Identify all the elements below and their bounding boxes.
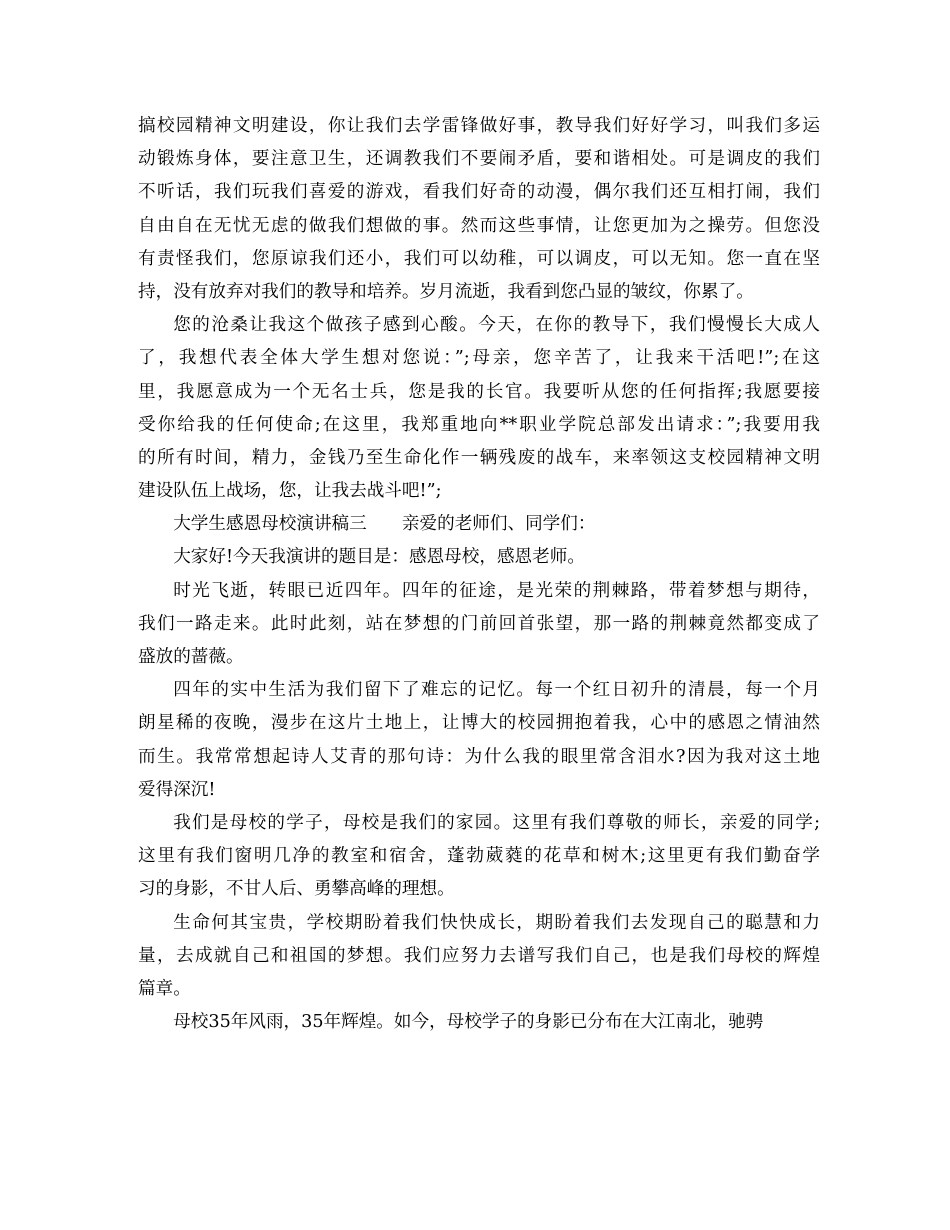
text-line: 建设队伍上战场，您，让我去战斗吧!”; xyxy=(138,481,442,502)
text-line: 我们一路走来。此时此刻，站在梦想的门前回首张望，那一路的荆棘竟然都变成了 xyxy=(138,613,820,634)
section-heading-paragraph xyxy=(138,508,820,541)
text-line: 爱得深沉! xyxy=(138,779,216,800)
text-paragraph xyxy=(138,541,820,574)
text-line: 四年的实中生活为我们留下了难忘的记忆。每一个红日初升的清晨，每一个月 xyxy=(173,680,820,701)
text-line: 的所有时间，精力，金钱乃至生命化作一辆残废的战车，来率领这支校园精神文明 xyxy=(138,447,820,468)
text-paragraph xyxy=(138,575,820,675)
text-paragraph xyxy=(138,1006,820,1039)
text-line: 持，没有放弃对我们的教导和培养。岁月流逝，我看到您凸显的皱纹，你累了。 xyxy=(138,281,754,302)
text-line: 动锻炼身体，要注意卫生，还调教我们不要闹矛盾，要和谐相处。可是调皮的我们 xyxy=(138,149,820,170)
text-line: 生命何其宝贵，学校期盼着我们快快成长，期盼着我们去发现自己的聪慧和力 xyxy=(173,912,820,933)
text-line: 受你给我的任何使命;在这里，我郑重地向**职业学院总部发出请求：”;我要用我 xyxy=(138,414,820,435)
text-line: 不听话，我们玩我们喜爱的游戏，看我们好奇的动漫，偶尔我们还互相打闹，我们 xyxy=(138,182,820,203)
text-paragraph xyxy=(138,807,820,907)
text-line: 有责怪我们，您原谅我们还小，我们可以幼稚，可以调皮，可以无知。您一直在坚 xyxy=(138,248,820,269)
text-line: 我们是母校的学子，母校是我们的家园。这里有我们尊敬的师长，亲爱的同学; xyxy=(173,812,820,833)
text-line: 这里有我们窗明几净的教室和宿舍，蓬勃葳蕤的花草和树木;这里更有我们勤奋学 xyxy=(138,846,820,867)
text-line: 了，我想代表全体大学生想对您说：”;母亲，您辛苦了，让我来干活吧!”;在这 xyxy=(138,348,820,369)
text-paragraph xyxy=(138,907,820,1007)
text-line: 自由自在无忧无虑的做我们想做的事。然而这些事情，让您更加为之操劳。但您没 xyxy=(138,215,820,236)
text-line: 时光飞逝，转眼已近四年。四年的征途，是光荣的荆棘路，带着梦想与期待， xyxy=(173,580,820,601)
text-line: 篇章。 xyxy=(138,978,191,999)
text-paragraph xyxy=(138,674,820,807)
text-line: 习的身影，不甘人后、勇攀高峰的理想。 xyxy=(138,879,455,900)
text-line: 搞校园精神文明建设，你让我们去学雷锋做好事，教导我们好好学习，叫我们多运 xyxy=(138,116,820,136)
text-line: 大学生感恩母校演讲稿三 亲爱的老师们、同学们： xyxy=(173,514,596,535)
text-line: 母校35年风雨，35年辉煌。如今，母校学子的身影已分布在大江南北，驰骋 xyxy=(173,1012,764,1033)
text-line: 而生。我常常想起诗人艾青的那句诗：为什么我的眼里常含泪水?因为我对这土地 xyxy=(138,746,820,767)
text-line: 朗星稀的夜晚，漫步在这片土地上，让博大的校园拥抱着我，心中的感恩之情油然 xyxy=(138,713,820,734)
document-body xyxy=(138,110,820,1039)
text-paragraph xyxy=(138,309,820,508)
text-line: 盛放的蔷薇。 xyxy=(138,647,244,667)
text-line: 里，我愿意成为一个无名士兵，您是我的长官。我要听从您的任何指挥;我愿要接 xyxy=(138,381,820,402)
text-line: 量，去成就自己和祖国的梦想。我们应努力去谱写我们自己，也是我们母校的辉煌 xyxy=(138,945,820,966)
text-line: 您的沧桑让我这个做孩子感到心酸。今天，在你的教导下，我们慢慢长大成人 xyxy=(173,315,820,336)
text-paragraph xyxy=(138,110,820,309)
text-line: 大家好!今天我演讲的题目是：感恩母校，感恩老师。 xyxy=(173,547,585,568)
